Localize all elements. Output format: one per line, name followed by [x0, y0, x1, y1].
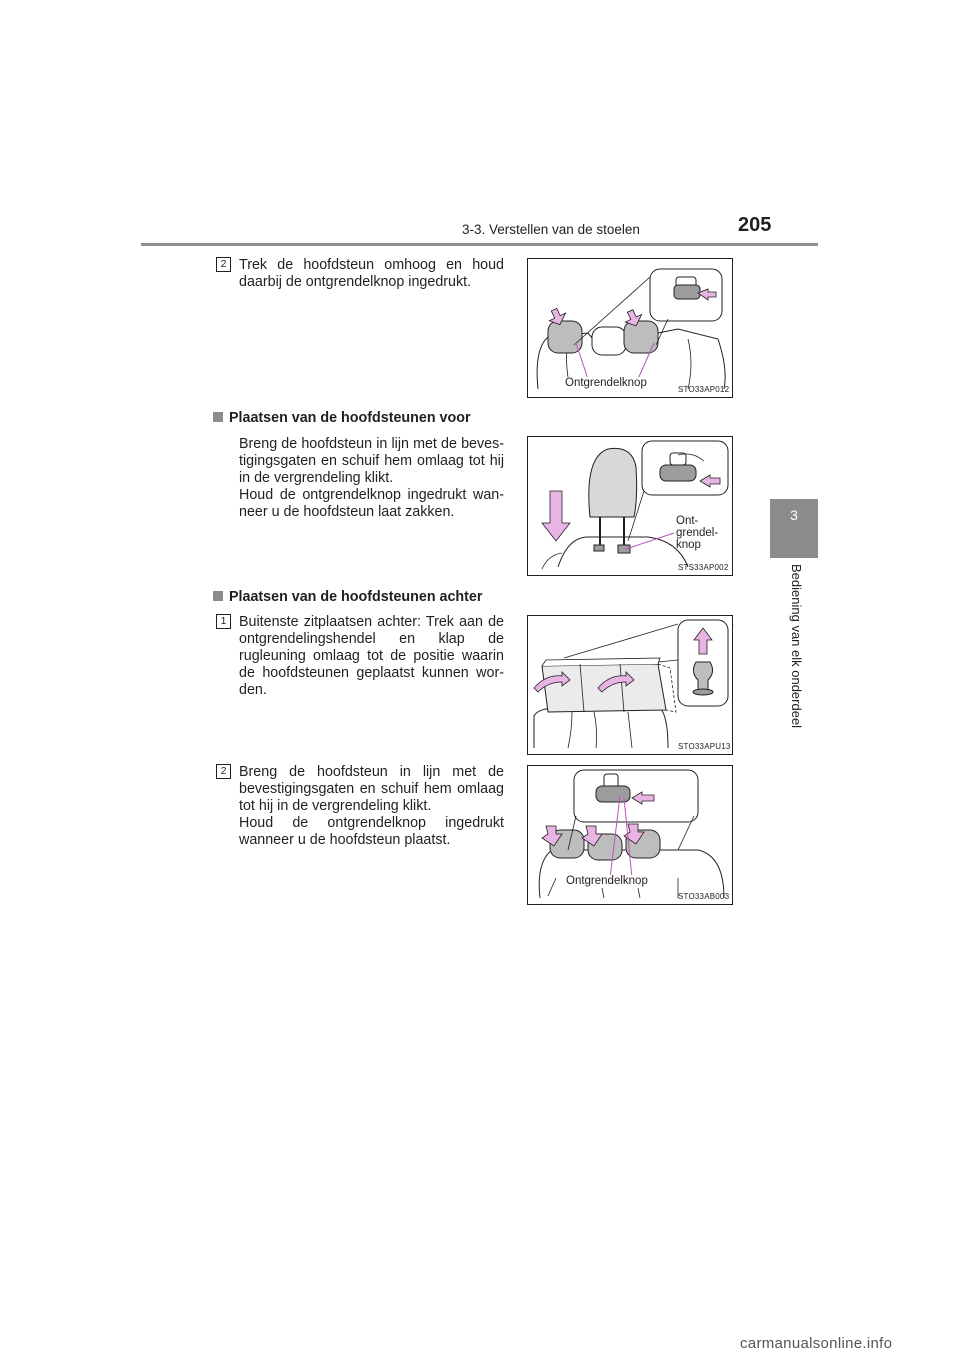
section-heading: [213, 410, 471, 426]
chapter-number: 3: [790, 507, 798, 523]
chapter-tab: [770, 499, 818, 558]
figure-code: STO33AP012: [678, 385, 730, 394]
callout-line: Ont-: [676, 515, 699, 527]
instruction-text: [239, 764, 504, 849]
step-number-badge: 1: [216, 614, 231, 629]
instruction-text: [239, 436, 504, 521]
figure-callout-label: [676, 515, 718, 551]
step-number-badge: 2: [216, 257, 231, 272]
step-number-badge: 2: [216, 764, 231, 779]
watermark-text: carmanualsonline.info: [740, 1335, 893, 1352]
section-heading-text: Plaatsen van de hoofdsteunen voor: [229, 410, 471, 426]
instruction-line: Houd de ontgrendelknop ingedrukt wanneer u de hoofdsteun plaatst.: [239, 815, 504, 848]
heading-bullet-icon: [213, 591, 223, 601]
callout-line: knop: [676, 539, 701, 551]
instruction-line: Breng de hoofdsteun in lijn met de beves-tigingsgaten en schuif hem omlaag tot hij in de vergrendeling klikt.: [239, 436, 504, 486]
figure-callout-label: Ontgrendelknop: [566, 875, 648, 887]
instruction-text: Buitenste zitplaatsen achter: Trek aan de ontgrendelingshendel en klap de rugleuning omlaag tot de positie waarin de hoofdsteunen geplaatst kunnen wor-den.: [239, 614, 504, 698]
page-number: 205: [738, 214, 772, 236]
figure-callout-label: Ontgrendelknop: [565, 377, 647, 389]
figure-rear-headrest-remove: [527, 258, 733, 398]
figure-front-headrest-install: [527, 436, 733, 576]
instruction-text: Trek de hoofdsteun omhoog en houd daarbij de ontgrendelknop ingedrukt.: [239, 257, 504, 290]
section-heading: [213, 589, 482, 605]
running-header-section: 3-3. Verstellen van de stoelen: [462, 222, 640, 237]
chapter-title: Bediening van elk onderdeel: [789, 564, 804, 729]
instruction-line: Breng de hoofdsteun in lijn met de bevestigingsgaten en schuif hem omlaag tot hij in de vergrendeling klikt.: [239, 764, 504, 814]
heading-bullet-icon: [213, 412, 223, 422]
figure-code: STS33AP002: [678, 563, 729, 572]
figure-rear-seatback-fold: [527, 615, 733, 755]
figure-code: STO33APU13: [678, 742, 731, 751]
callout-line: grendel-: [676, 527, 719, 539]
figure-code: STO33AB003: [678, 892, 730, 901]
header-divider: [141, 243, 818, 246]
figure-rear-headrest-install: [527, 765, 733, 905]
section-heading-text: Plaatsen van de hoofdsteunen achter: [229, 589, 483, 605]
instruction-line: Houd de ontgrendelknop ingedrukt wan-neer u de hoofdsteun laat zakken.: [239, 487, 504, 520]
